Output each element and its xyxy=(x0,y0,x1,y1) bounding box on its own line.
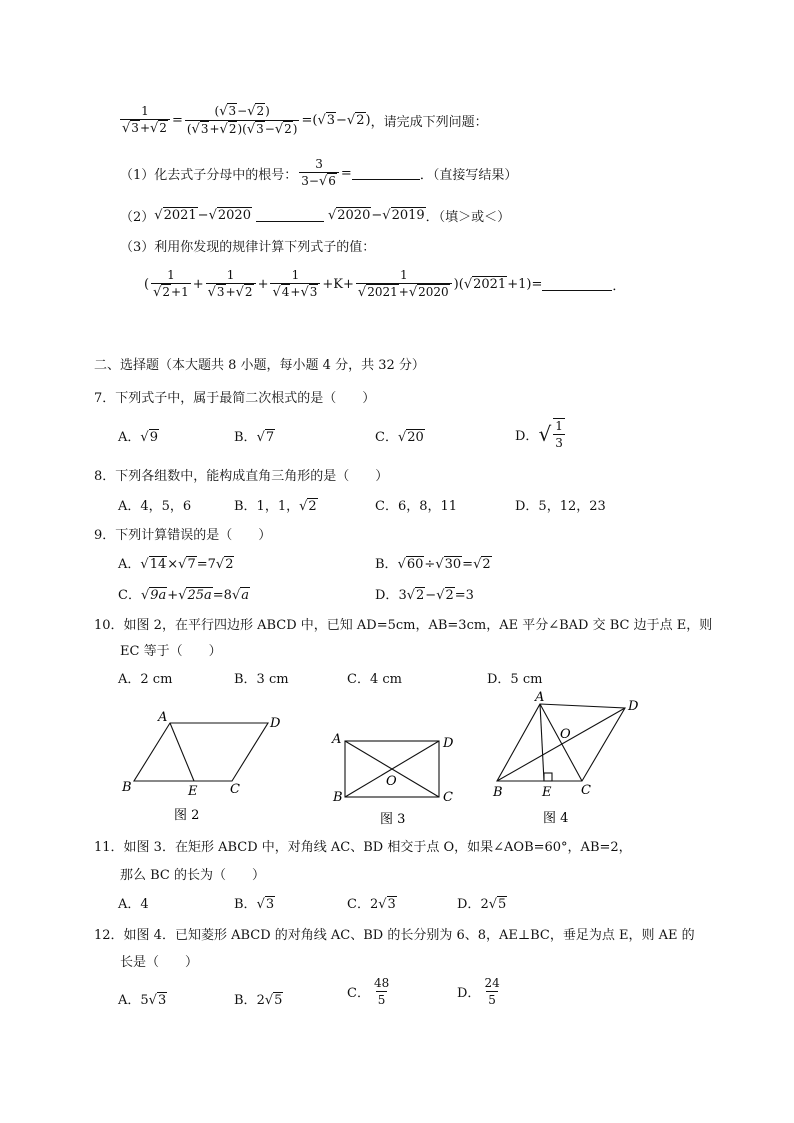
q6-part2: （2） √2021 − √2020 √2020 − √2019 ．（填＞或＜） xyxy=(120,207,511,225)
q7-stem: 7．下列式子中，属于最简二次根式的是（ ） xyxy=(94,391,376,406)
q8-option-d[interactable]: D．5，12，23 xyxy=(515,499,606,514)
q10-stem-line1: 10．如图 2，在平行四边形 ABCD 中，已知 AD=5cm，AB=3cm，AE 平分∠BAD 交 BC 边于点 E，则 xyxy=(94,618,713,633)
q9-option-c[interactable]: C．√9a+√25a=8√a xyxy=(118,588,250,603)
q6-1-label: （1）化去式子分母中的根号： xyxy=(120,167,298,183)
fig3-label-d: D xyxy=(443,736,454,751)
q11-option-b[interactable]: B．√3 xyxy=(234,897,275,912)
q11-stem-line2: 那么 BC 的长为（ ） xyxy=(120,868,266,883)
q12-option-c[interactable]: C． $\frac{48}{5}$ xyxy=(347,976,390,1007)
fig2-label-e: E xyxy=(188,784,198,799)
figure-2-parallelogram xyxy=(110,705,300,825)
fraction-one-over-root-sum: $\frac{1}{√3+√2}$ xyxy=(120,104,170,136)
q6-part1: （1）化去式子分母中的根号： $\frac{3}{3-√6}$ = ．（直接写结果） xyxy=(120,157,518,189)
fig3-label-a: A xyxy=(332,732,342,747)
q9-stem: 9．下列计算错误的是（ ） xyxy=(94,528,272,543)
q12-stem-line1: 12．如图 4．已知菱形 ABCD 的对角线 AC、BD 的长分别为 6、8，AE⊥BC，垂足为点 E，则 AE 的 xyxy=(94,928,695,943)
q6-part3-expression: ( $\frac{1}{√2+1}$ + $\frac{1}{√3+√2}$ + $\frac{1}{√4+√3}$ +K+ $\frac{1}{√2021+√2020}$ )(√2021+1)= ． xyxy=(144,268,626,300)
q10-option-c[interactable]: C．4 cm xyxy=(347,672,402,687)
q6-2-note: ．（填＞或＜） xyxy=(425,209,511,225)
intro-instruction: ，请完成下列问题： xyxy=(370,114,488,130)
q9-option-b[interactable]: B．√60÷√30=√2 xyxy=(375,557,491,572)
q11-stem-line1: 11．如图 3．在矩形 ABCD 中，对角线 AC、BD 相交于点 O，如果∠AOB=60°，AB=2， xyxy=(94,840,632,855)
fig4-label-e: E xyxy=(542,785,552,800)
fraction-rationalized: $\frac{(√3-√2)}{(√3+√2)(√3-√2)}$ xyxy=(186,103,298,137)
figure-3-rectangle xyxy=(325,725,465,830)
fig4-label-a: A xyxy=(535,690,545,705)
q10-stem-line2: EC 等于（ ） xyxy=(120,644,222,659)
q6-2-label: （2） xyxy=(120,209,155,225)
fig2-label-a: A xyxy=(158,710,168,725)
q10-option-a[interactable]: A．2 cm xyxy=(118,672,173,687)
q7-option-a[interactable]: A．√9 xyxy=(118,430,158,445)
q10-option-b[interactable]: B．3 cm xyxy=(234,672,289,687)
q12-option-b[interactable]: B．2√5 xyxy=(234,993,283,1008)
fig2-label-b: B xyxy=(122,780,132,795)
q11-option-c[interactable]: C．2√3 xyxy=(347,897,396,912)
q7-option-d[interactable]: D． √ $\frac{1}{3}$ xyxy=(515,419,563,450)
fig3-label-o: O xyxy=(386,774,397,789)
q12-option-a[interactable]: A．5√3 xyxy=(118,993,167,1008)
answer-blank-1[interactable] xyxy=(352,167,420,180)
q8-stem: 8．下列各组数中，能构成直角三角形的是（ ） xyxy=(94,469,389,484)
fig3-caption: 图 3 xyxy=(380,812,406,827)
q6-3-label: （3）利用你发现的规律计算下列式子的值： xyxy=(120,240,376,255)
fig2-label-d: D xyxy=(270,716,281,731)
fig2-caption: 图 2 xyxy=(174,808,200,823)
q7-option-c[interactable]: C．√20 xyxy=(375,430,424,445)
fig4-label-b: B xyxy=(493,785,503,800)
fig2-label-c: C xyxy=(230,782,240,797)
q6-1-note: ．（直接写结果） xyxy=(419,167,518,183)
answer-blank-3[interactable] xyxy=(542,278,612,291)
q12-stem-line2: 长是（ ） xyxy=(120,955,199,970)
fig4-label-d: D xyxy=(628,699,639,714)
fraction-three-over: $\frac{3}{3-√6}$ xyxy=(299,157,339,189)
q10-option-d[interactable]: D．5 cm xyxy=(487,672,543,687)
q7-option-b[interactable]: B．√7 xyxy=(234,430,275,445)
section-heading: 二、选择题（本大题共 8 小题，每小题 4 分，共 32 分） xyxy=(94,358,425,373)
fig4-caption: 图 4 xyxy=(543,811,569,826)
figure-4-rhombus xyxy=(485,690,655,828)
intro-identity: $\frac{1}{√3+√2}$ = $\frac{(√3-√2)}{(√3+√2)(√3-√2)}$ =(√3−√2) ，请完成下列问题： xyxy=(122,103,488,137)
q8-option-c[interactable]: C．6，8，11 xyxy=(375,499,458,514)
q11-option-d[interactable]: D．2√5 xyxy=(457,897,507,912)
q8-option-b[interactable]: B．1，1，√2 xyxy=(234,499,317,514)
fig4-label-c: C xyxy=(581,783,591,798)
answer-blank-2[interactable] xyxy=(256,209,324,222)
fig4-label-o: O xyxy=(560,727,571,742)
fig3-label-b: B xyxy=(333,790,343,805)
fig3-label-c: C xyxy=(443,790,453,805)
q11-option-a[interactable]: A．4 xyxy=(118,897,149,912)
q9-option-d[interactable]: D．3√2−√2=3 xyxy=(375,588,474,603)
q12-option-d[interactable]: D． $\frac{24}{5}$ xyxy=(457,976,500,1007)
q8-option-a[interactable]: A．4，5，6 xyxy=(118,499,192,514)
q9-option-a[interactable]: A．√14×√7=7√2 xyxy=(118,557,234,572)
